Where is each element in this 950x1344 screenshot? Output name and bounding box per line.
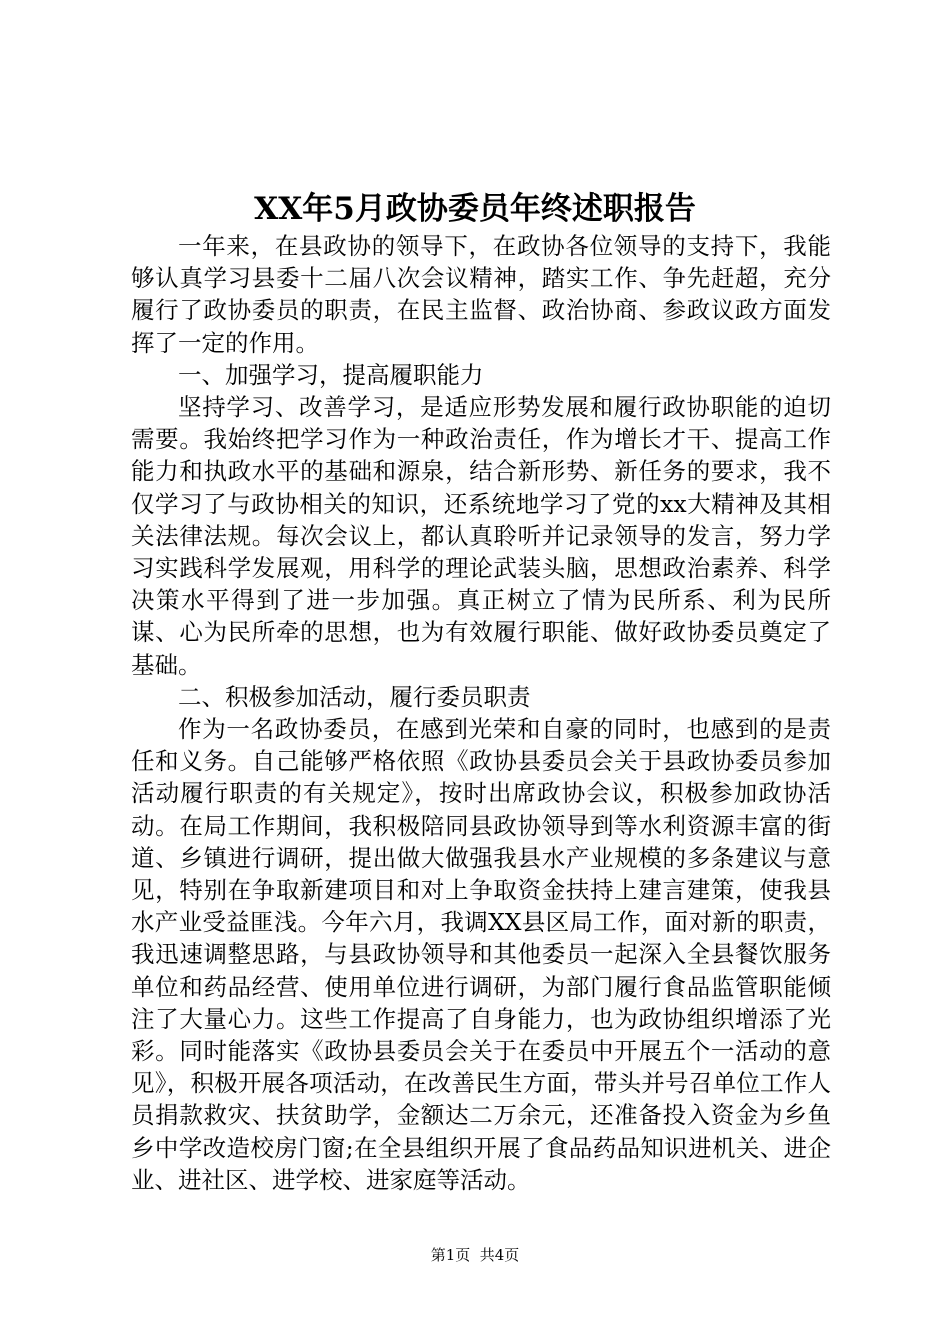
paragraph-section-2: 作为一名政协委员，在感到光荣和自豪的同时，也感到的是责任和义务。自己能够严格依照《政协县委员会关于县政协委员参加活动履行职责的有关规定》，按时出席政协会议，积极参加政协活动。在局工作期间，我积极陪同县政协领导到等水利资源丰富的街道、乡镇进行调研，提出做大做强我县水产业规模的多条建议与意见，特别在争取新建项目和对上争取资金扶持上建言建策，使我县水产业受益匪浅。今年六月，我调XX县区局工作，面对新的职责，我迅速调整思路，与县政协领导和其他委员一起深入全县餐饮服务单位和药品经营、使用单位进行调研，为部门履行食品监管职能倾注了大量心力。这些工作提高了自身能力，也为政协组织增添了光彩。同时能落实《政协县委员会关于在委员中开展五个一活动的意见》，积极开展各项活动，在改善民生方面，带头并号召单位工作人员捐款救灾、扶贫助学，金额达二万余元，还准备投入资金为乡鱼乡中学改造校房门窗;在全县组织开展了食品药品知识进机关、进企业、进社区、进学校、进家庭等活动。 bbox=[131, 715, 831, 1194]
section-heading-1: 一、加强学习，提高履职能力 bbox=[178, 360, 484, 389]
page-footer: 第1页 共4页 bbox=[430, 1246, 520, 1264]
paragraph-section-1: 坚持学习、改善学习，是适应形势发展和履行政协职能的迫切需要。我始终把学习作为一种政治责任，作为增长才干、提高工作能力和执政水平的基础和源泉，结合新形势、新任务的要求，我不仅学习了与政协相关的知识，还系统地学习了党的xx大精神及其相关法律法规。每次会议上，都认真聆听并记录领导的发言，努力学习实践科学发展观，用科学的理论武装头脑，思想政治素养、科学决策水平得到了进一步加强。真正树立了情为民所系、利为民所谋、心为民所牵的思想，也为有效履行职能、做好政协委员奠定了基础。 bbox=[131, 393, 831, 679]
section-heading-2: 二、积极参加活动，履行委员职责 bbox=[178, 682, 531, 711]
document-title: XX年5月政协委员年终述职报告 bbox=[254, 191, 696, 227]
document-body bbox=[131, 230, 831, 1196]
paragraph-intro: 一年来，在县政协的领导下，在政协各位领导的支持下，我能够认真学习县委十二届八次会议精神，踏实工作、争先赶超，充分履行了政协委员的职责，在民主监督、政治协商、参政议政方面发挥了一定的作用。 bbox=[131, 232, 831, 357]
